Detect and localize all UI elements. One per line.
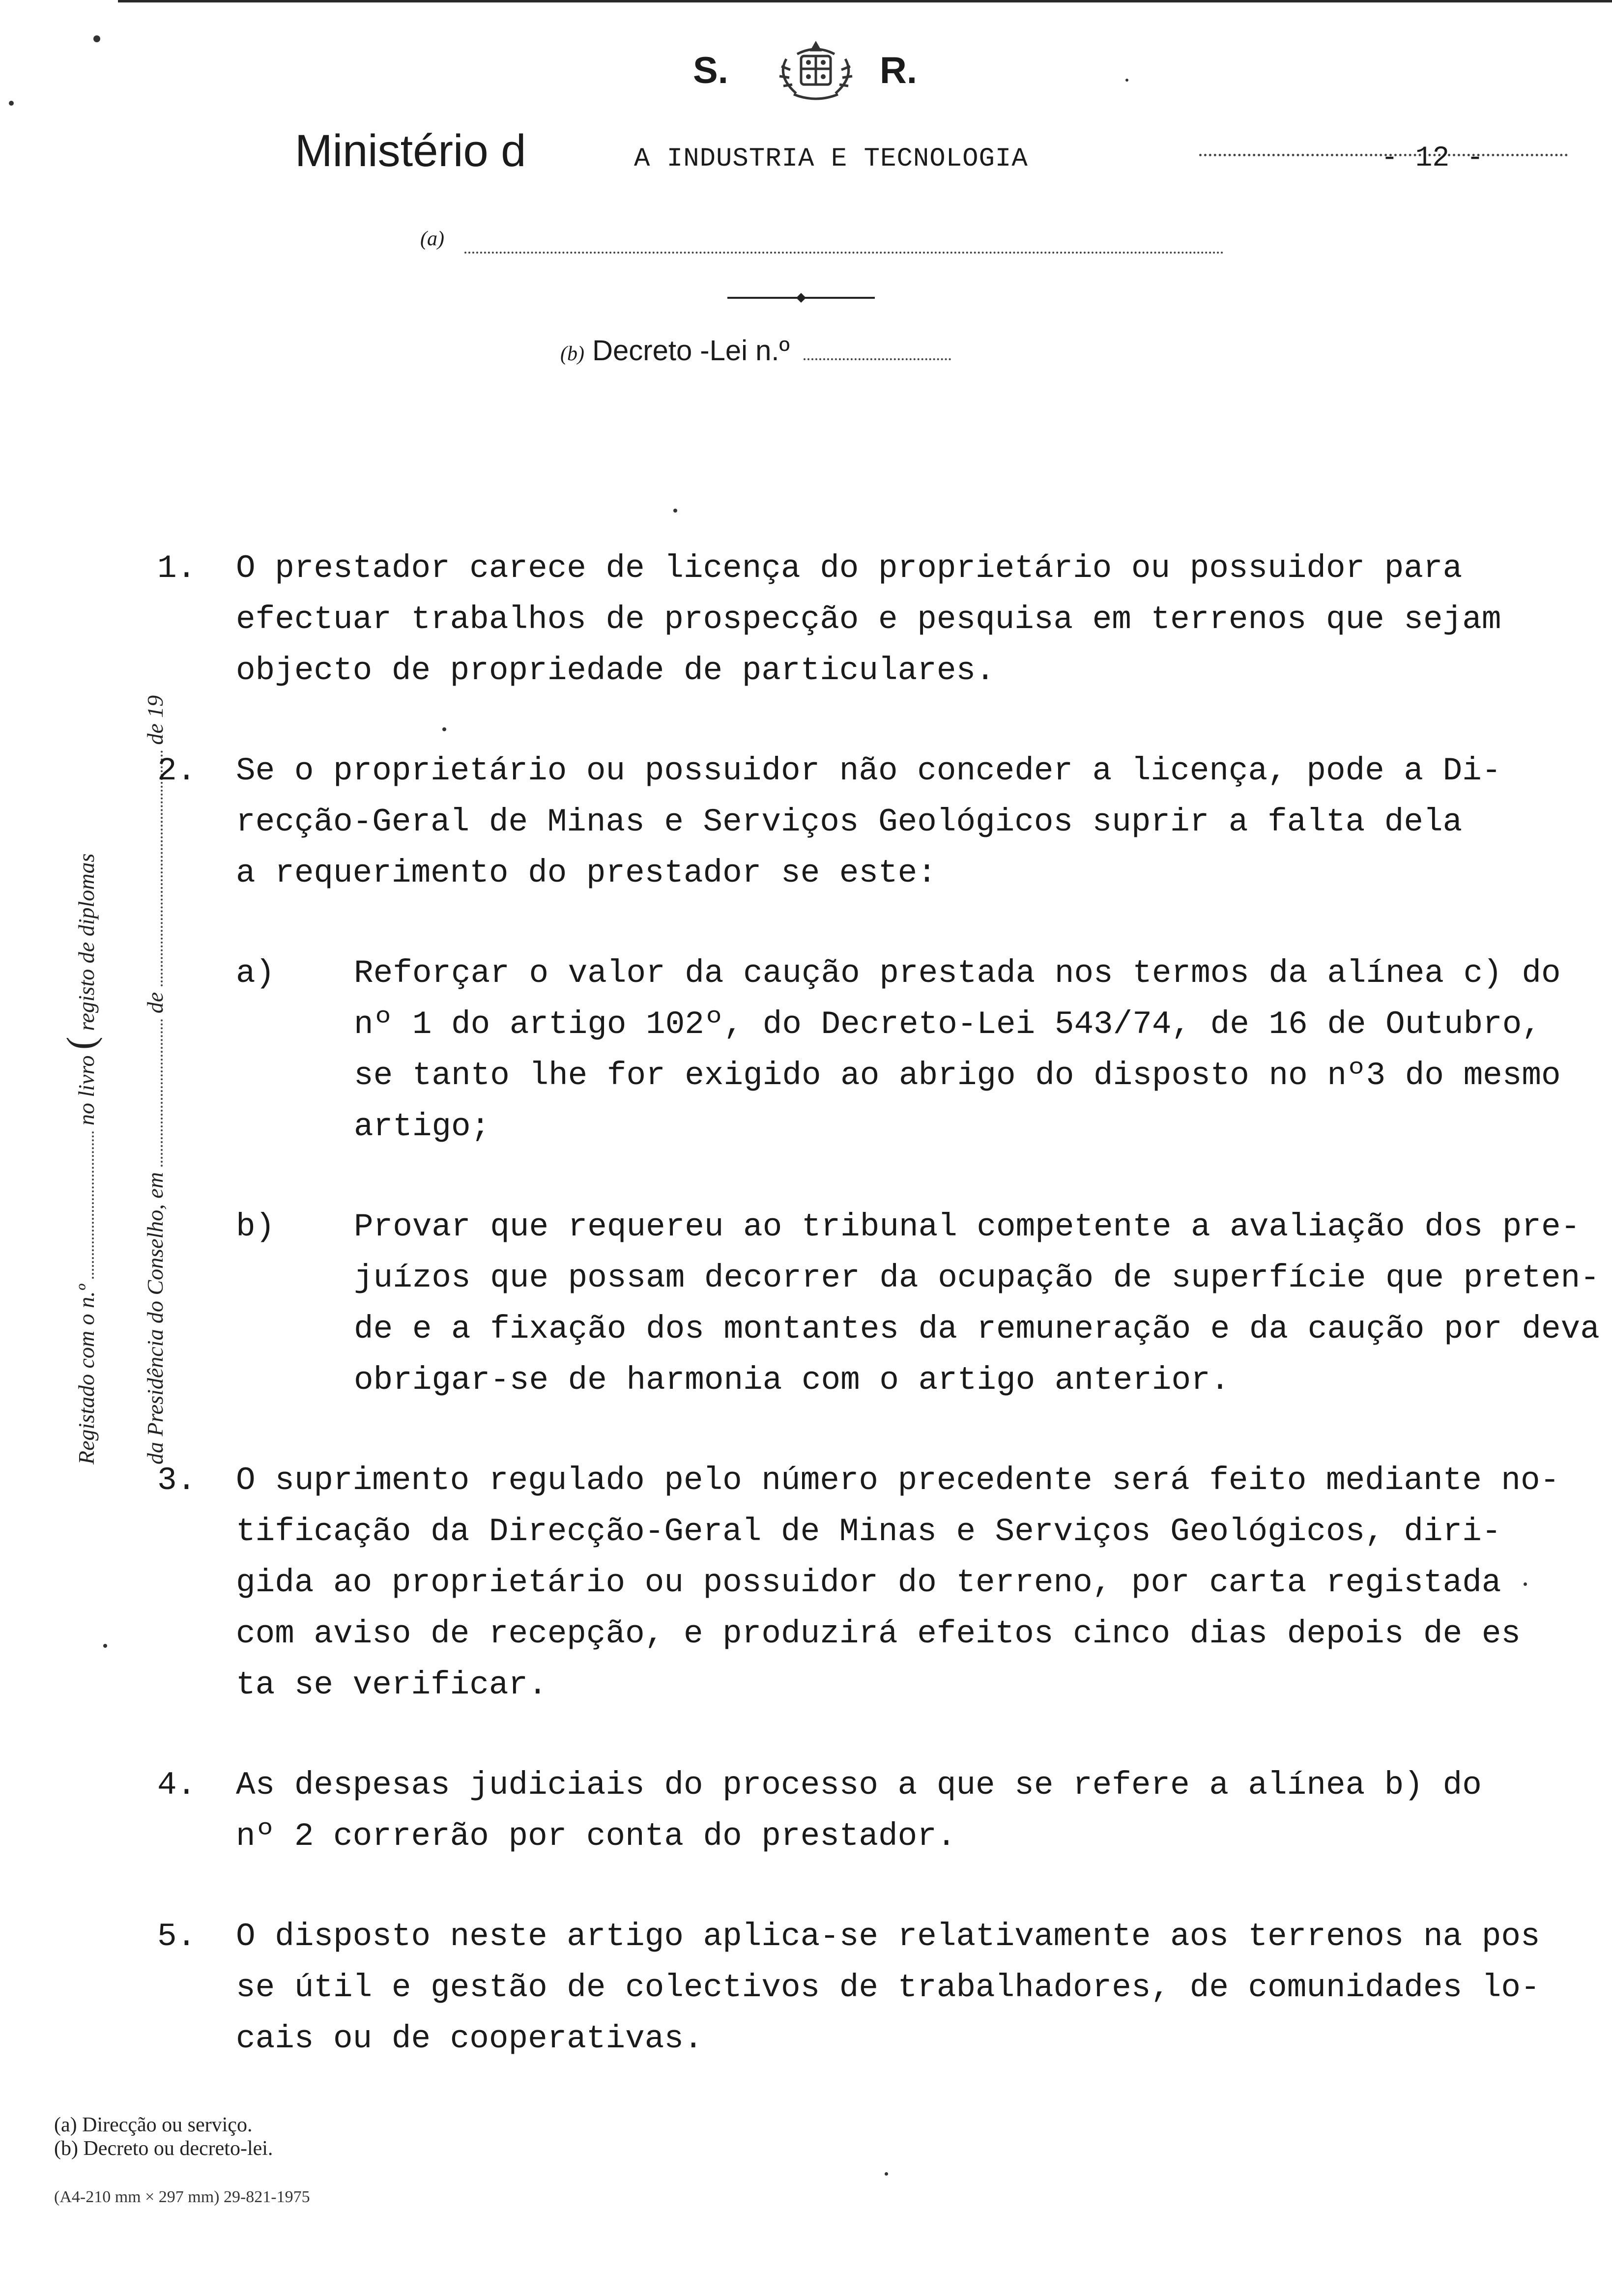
text-line: cais ou de cooperativas. <box>236 2020 703 2057</box>
text-line: recção-Geral de Minas e Serviços Geológicos suprir a falta dela <box>236 804 1463 840</box>
text-line: se tanto lhe for exigido ao abrigo do disposto no nº3 do mesmo <box>354 1057 1561 1094</box>
text-line: Provar que requereu ao tribunal competente a avaliação dos pre- <box>354 1208 1581 1245</box>
decree-number-dots <box>804 358 951 360</box>
item-number: 5. <box>157 1918 197 1955</box>
decree-label-b: (b) <box>560 343 584 365</box>
item-number: 4. <box>157 1767 197 1804</box>
decree-line <box>560 334 1052 378</box>
scan-speck <box>9 101 14 106</box>
ornament-divider <box>727 293 875 303</box>
header-initial-r: R. <box>880 50 917 91</box>
text-line: efectuar trabalhos de prospecção e pesquisa em terrenos que sejam <box>236 601 1501 638</box>
numbered-item <box>157 1760 1592 1862</box>
margin-of-label: de <box>143 992 168 1014</box>
scan-speck <box>103 1644 107 1648</box>
scan-speck <box>442 727 446 731</box>
sub-item <box>236 948 1592 1152</box>
top-rule <box>118 0 1612 2</box>
text-line: As despesas judiciais do processo a que se refere a alínea b) do <box>236 1767 1482 1804</box>
print-reference: (A4-210 mm × 297 mm) 29-821-1975 <box>54 2188 310 2206</box>
sub-item-letter: b) <box>236 1208 275 1245</box>
ministry-name: A INDUSTRIA E TECNOLOGIA <box>634 144 1028 174</box>
footnote-b: (b) Decreto ou decreto-lei. <box>54 2137 273 2160</box>
text-line: Se o proprietário ou possuidor não conceder a licença, pode a Di- <box>236 752 1501 789</box>
text-line: Reforçar o valor da caução prestada nos termos da alínea c) do <box>354 955 1561 992</box>
text-line: nº 2 correrão por conta do prestador. <box>236 1818 956 1855</box>
footnotes <box>54 2113 273 2160</box>
decree-label: Decreto -Lei n.º <box>592 335 790 367</box>
text-line: O disposto neste artigo aplica-se relativamente aos terrenos na pos <box>236 1918 1540 1955</box>
text-line: nº 1 do artigo 102º, do Decreto-Lei 543/74, de 16 de Outubro, <box>354 1006 1541 1043</box>
sub-item-letter: a) <box>236 955 275 992</box>
margin-note-line-1: Registado com o n.º no livro ( registo de diplomas <box>59 853 103 1464</box>
margin-registry-label: registo de diplomas <box>74 853 99 1031</box>
text-line: juízos que possam decorrer da ocupação de superfície que preten- <box>354 1260 1600 1296</box>
scan-speck <box>885 2172 888 2176</box>
text-line: com aviso de recepção, e produzirá efeitos cinco dias depois de es <box>236 1615 1521 1652</box>
ministry-prefix: Ministério d <box>295 126 526 176</box>
sub-item <box>236 1202 1600 1406</box>
scan-speck <box>1524 1582 1527 1586</box>
margin-book-label: no livro <box>74 1055 99 1126</box>
scan-speck <box>93 35 100 42</box>
numbered-item <box>157 1455 1592 1711</box>
footnote-a: (a) Direcção ou serviço. <box>54 2114 253 2136</box>
item-number: 3. <box>157 1462 197 1499</box>
item-number: 2. <box>157 752 197 789</box>
margin-presidency-label: da Presidência do Conselho, em <box>143 1172 168 1464</box>
header-initial-s: S. <box>693 50 728 91</box>
text-line: O suprimento regulado pelo número precedente será feito mediante no- <box>236 1462 1560 1499</box>
text-line: tificação da Direcção-Geral de Minas e Serviços Geológicos, diri- <box>236 1513 1501 1550</box>
scan-speck <box>1125 79 1128 82</box>
margin-registered-label: Registado com o n.º <box>74 1284 99 1464</box>
text-line: O prestador carece de licença do proprietário ou possuidor para <box>236 550 1463 587</box>
text-line: artigo; <box>354 1108 490 1145</box>
service-line-label: (a) <box>420 228 444 250</box>
item-number: 1. <box>157 550 197 587</box>
numbered-item <box>157 543 1592 696</box>
text-line: gida ao proprietário ou possuidor do terreno, por carta registada <box>236 1564 1501 1601</box>
ministry-heading <box>295 125 1273 184</box>
text-line: a requerimento do prestador se este: <box>236 855 937 891</box>
numbered-item <box>157 746 1592 899</box>
text-line: se útil e gestão de colectivos de trabalhadores, de comunidades lo- <box>236 1969 1540 2006</box>
service-line-dots <box>464 252 1224 254</box>
service-line <box>420 227 1226 257</box>
text-line: objecto de propriedade de particulares. <box>236 652 995 689</box>
coat-of-arms-icon <box>767 39 865 103</box>
document-body <box>157 543 1600 2114</box>
scan-speck <box>673 509 677 513</box>
margin-blank <box>92 1131 94 1279</box>
text-line: de e a fixação dos montantes da remuneração e da caução por deva <box>354 1311 1600 1348</box>
margin-year-label: de 19 <box>143 695 168 745</box>
header-seal <box>678 39 973 108</box>
page-number: - 12 - <box>1381 143 1484 174</box>
numbered-item <box>157 1911 1592 2065</box>
text-line: obrigar-se de harmonia com o artigo anterior. <box>354 1362 1230 1399</box>
text-line: ta se verificar. <box>236 1666 547 1703</box>
